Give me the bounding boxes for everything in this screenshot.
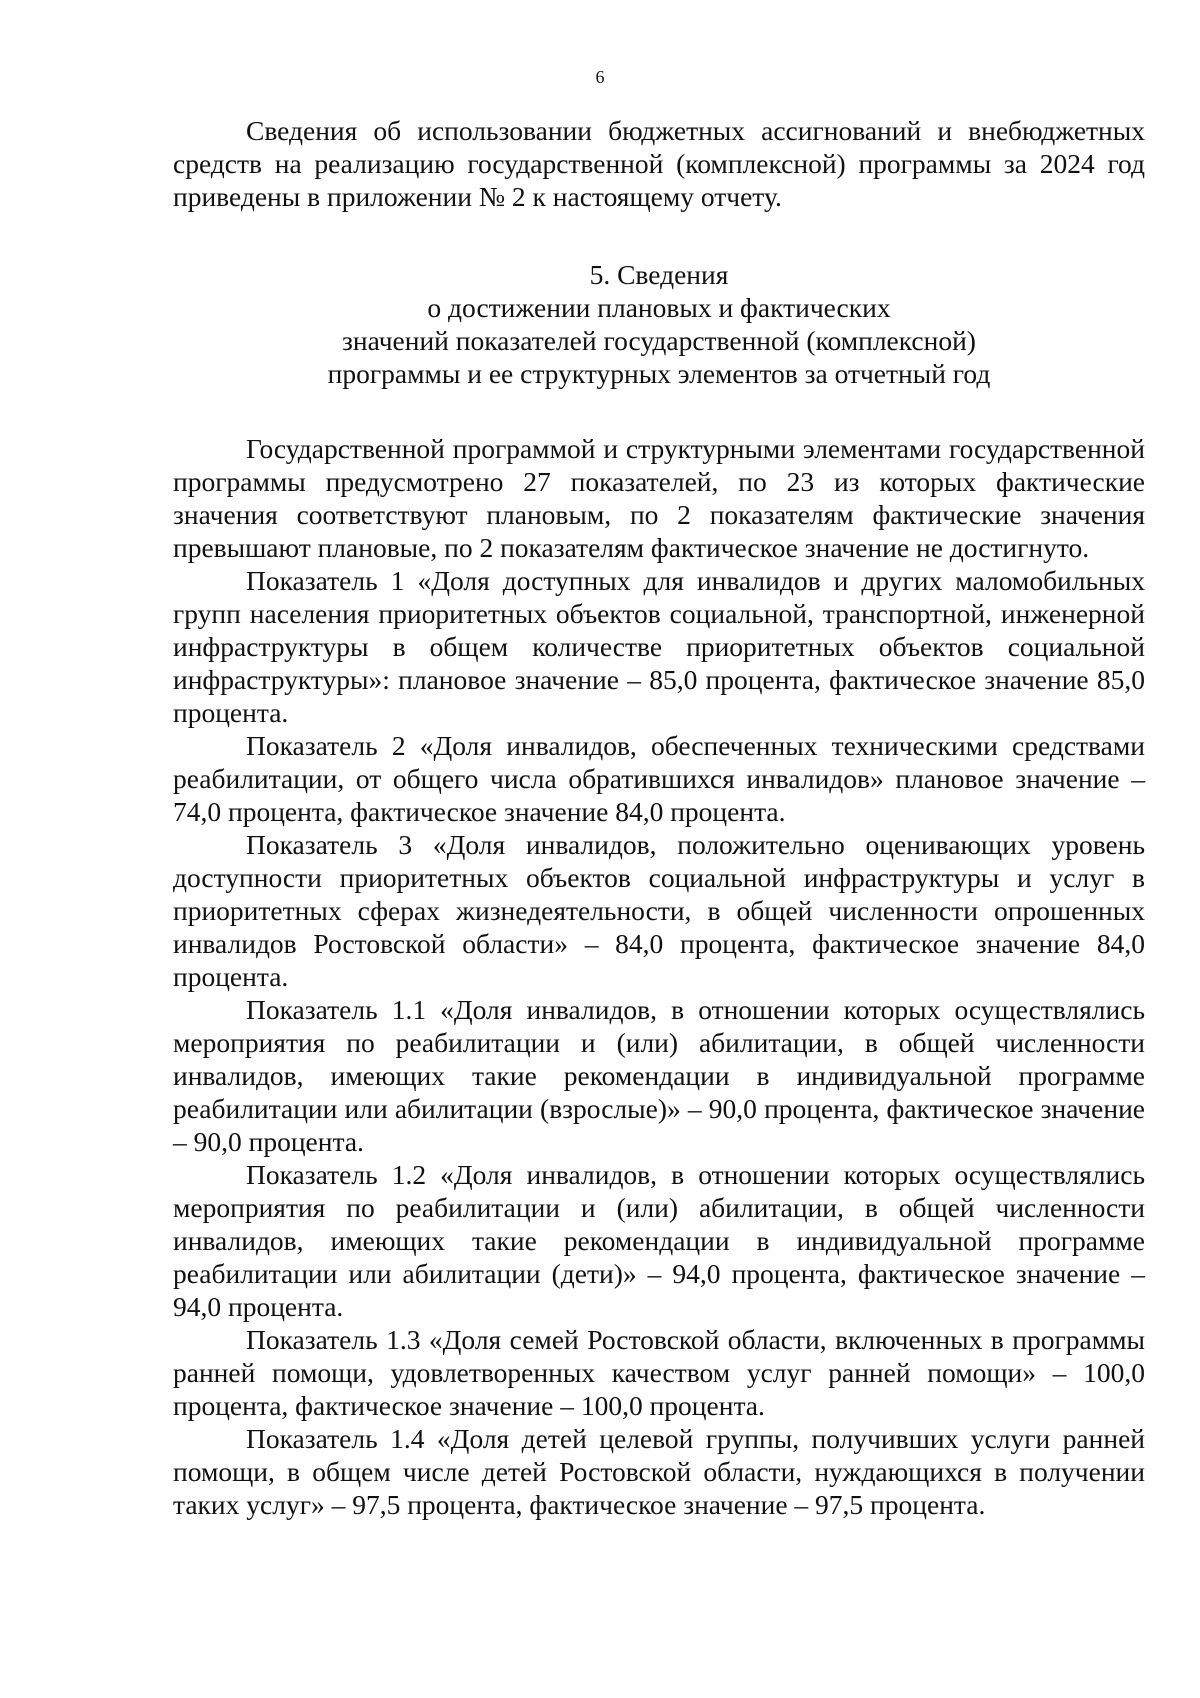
indicator-paragraph: Показатель 2 «Доля инвалидов, обеспеченных техническими средствами реабилитации, от общего числа обратившихся инвалидов» плановое значение – 74,0 процента, фактическое значение 84,0 процента. [173, 730, 1145, 827]
indicator-paragraph: Показатель 1.3 «Доля семей Ростовской области, включенных в программы ранней помощи, удовлетворенных качеством услуг ранней помощи» – 100,0 процента, фактическое значение – 100,0 процента. [173, 1324, 1145, 1421]
summary-paragraph: Государственной программой и структурными элементами государственной программы предусмотрено 27 показателей, по 23 из которых фактические значения соответствуют плановым, по 2 показателям фактические значения превышают плановые, по 2 показателям фактическое значение не достигнуто. [173, 433, 1145, 563]
indicator-paragraph: Показатель 1.4 «Доля детей целевой группы, получивших услуги ранней помощи, в общем числе детей Ростовской области, нуждающихся в получении таких услуг» – 97,5 процента, фактическое значение – 97,5 процента. [173, 1423, 1145, 1520]
section-heading-line: значений показателей государственной (комплексной) [342, 325, 976, 356]
section-heading-line: о достижении плановых и фактических [427, 292, 891, 323]
intro-paragraph: Сведения об использовании бюджетных ассигнований и внебюджетных средств на реализацию государственной (комплексной) программы за 2024 год приведены в приложении № 2 к настоящему отчету. [173, 115, 1145, 212]
section-heading [173, 258, 1145, 390]
indicator-paragraph: Показатель 1 «Доля доступных для инвалидов и других маломобильных групп населения приоритетных объектов социальной, транспортной, инженерной инфраструктуры в общем количестве приоритетных объектов социальной инфраструктуры»: плановое значение – 85,0 процента, фактическое значение 85,0 процента. [173, 565, 1145, 728]
indicator-paragraph: Показатель 1.1 «Доля инвалидов, в отношении которых осуществлялись мероприятия по реабилитации и (или) абилитации, в общей численности инвалидов, имеющих такие рекомендации в индивидуальной программе реабилитации или абилитации (взрослые)» – 90,0 процента, фактическое значение – 90,0 процента. [173, 994, 1145, 1157]
section-heading-line: программы и ее структурных элементов за отчетный год [327, 358, 991, 389]
page-number: 6 [595, 67, 605, 87]
indicator-paragraph: Показатель 3 «Доля инвалидов, положительно оценивающих уровень доступности приоритетных объектов социальной инфраструктуры и услуг в приоритетных сферах жизнедеятельности, в общей численности опрошенных инвалидов Ростовской области» – 84,0 процента, фактическое значение 84,0 процента. [173, 829, 1145, 992]
section-heading-line: 5. Сведения [589, 259, 729, 290]
indicator-paragraph: Показатель 1.2 «Доля инвалидов, в отношении которых осуществлялись мероприятия по реабилитации и (или) абилитации, в общей численности инвалидов, имеющих такие рекомендации в индивидуальной программе реабилитации или абилитации (дети)» – 94,0 процента, фактическое значение – 94,0 процента. [173, 1159, 1145, 1322]
page-content [173, 114, 1145, 1521]
